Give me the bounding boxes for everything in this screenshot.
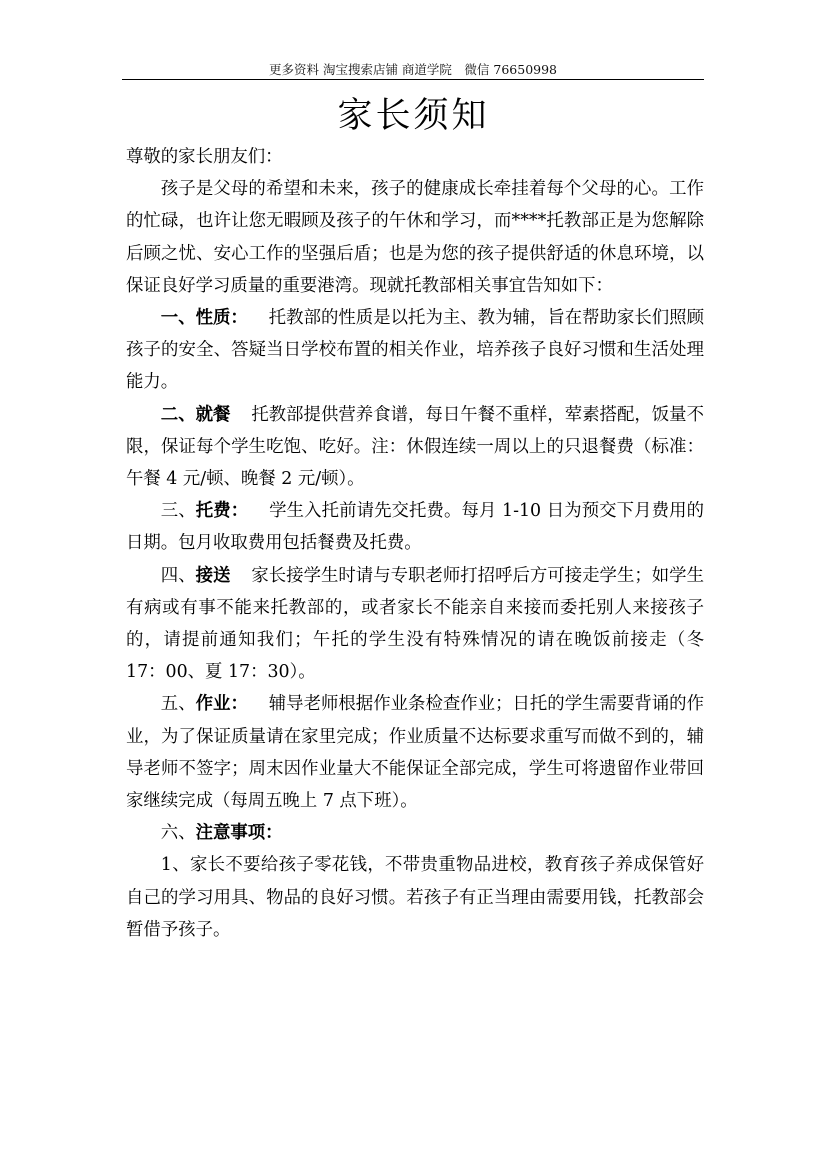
section-text: 学生入托前请先交托费。每月 1-10 日为预交下月费用的日期。包月收取费用包括餐费及托费。 xyxy=(126,501,704,554)
section-label: 接送 xyxy=(195,565,231,586)
section-label: 托费： xyxy=(195,501,249,522)
section-meals xyxy=(126,399,704,496)
section-fees xyxy=(126,495,704,559)
section-nature xyxy=(126,302,704,399)
section-notes xyxy=(126,817,704,849)
section-text: 辅导老师根据作业条检查作业；日托的学生需要背诵的作业，为了保证质量请在家里完成；作业质量不达标要求重写而做不到的，辅导老师不签字；周末因作业量大不能保证全部完成，学生可将遗留作业带回家继续完成（每周五晚上 7 点下班）。 xyxy=(126,694,704,812)
section-number: 五、 xyxy=(160,694,196,715)
section-label: 作业： xyxy=(195,694,248,715)
page-header: 更多资料 淘宝搜索店铺 商道学院 微信 76650998 xyxy=(268,62,558,77)
document-body xyxy=(126,141,704,946)
section-pickup xyxy=(126,560,704,689)
section-label: 注意事项： xyxy=(195,823,283,844)
section-number: 六、 xyxy=(160,823,196,844)
header-rule xyxy=(122,79,704,80)
section-text: 托教部的性质是以托为主、教为辅，旨在帮助家长们照顾孩子的安全、答疑当日学校布置的相关作业，培养孩子良好习惯和生活处理能力。 xyxy=(126,308,704,393)
document-title: 家长须知 xyxy=(337,96,490,136)
section-text: 家长接学生时请与专职老师打招呼后方可接走学生；如学生有病或有事不能来托教部的，或者家长不能亲自来接而委托别人来接孩子的，请提前通知我们；午托的学生没有特殊情况的请在晚饭前接走（冬 17：00、夏 17：30）。 xyxy=(126,565,704,683)
greeting: 尊敬的家长朋友们： xyxy=(126,147,283,167)
section-homework xyxy=(126,688,704,817)
section-number: 三、 xyxy=(160,501,196,522)
section-label: 一、性质： xyxy=(160,308,248,329)
section-number: 四、 xyxy=(160,565,196,586)
section-label: 二、就餐 xyxy=(160,404,231,425)
intro-paragraph: 孩子是父母的希望和未来，孩子的健康成长牵挂着每个父母的心。工作的忙碌，也许让您无暇顾及孩子的午休和学习，而****托教部正是为您解除后顾之忧、安心工作的坚强后盾；也是为您的孩子提供舒适的休息环境，以保证良好学习质量的重要港湾。现就托教部相关事宜告知如下： xyxy=(126,179,704,296)
section-text: 托教部提供营养食谱，每日午餐不重样，荤素搭配，饭量不限，保证每个学生吃饱、吃好。注：休假连续一周以上的只退餐费（标准：午餐 4 元/顿、晚餐 2 元/顿）。 xyxy=(126,404,704,490)
note-item-1: 1、家长不要给孩子零花钱，不带贵重物品进校，教育孩子养成保管好自己的学习用具、物品的良好习惯。若孩子有正当理由需要用钱，托教部会暂借予孩子。 xyxy=(126,855,704,940)
